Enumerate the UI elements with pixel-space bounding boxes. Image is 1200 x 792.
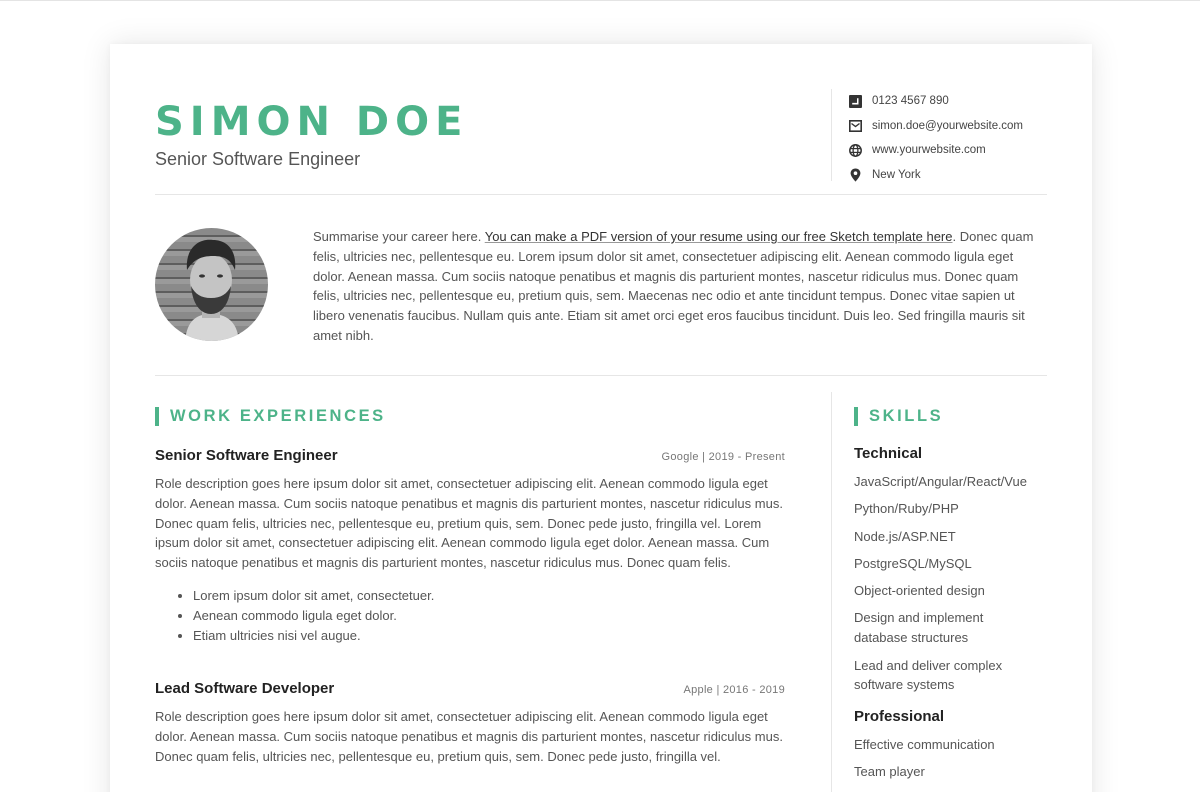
skill-item: Node.js/ASP.NET <box>854 528 956 544</box>
phone-text: 0123 4567 890 <box>872 95 949 108</box>
contact-phone <box>848 89 1047 114</box>
job-company-dates: Apple | 2016 - 2019 <box>683 684 785 696</box>
job-bullets <box>193 586 785 646</box>
heading-accent-bar <box>155 407 159 426</box>
skill-item: Python/Ruby/PHP <box>854 501 959 517</box>
skills-section-heading <box>854 406 1047 426</box>
summary-text <box>313 227 1047 346</box>
skill-group-professional: Professional <box>854 708 945 726</box>
skill-item: Design and implement database structures <box>854 610 984 646</box>
job-description: Role description goes here ipsum dolor sit amet, consectetuer adipiscing elit. Aenean commodo ligula eget dolor. Aenean massa. Cum sociis natoque penatibus et magnis dis parturient montes, nascetur ridiculus mus. Donec quam felis, ultricies nec, pellentesque eu, pretium quis, sem. Donec pede justo, fringilla vel. Lorem ipsum dolor sit amet, consectetuer adipiscing elit. Aenean commodo ligula eget dolor. Aenean massa. Cum sociis natoque penatibus et magnis dis parturient montes, nascetur ridiculus mus. Donec quam felis. <box>155 476 783 571</box>
resume-page <box>110 44 1092 792</box>
globe-icon <box>848 143 862 157</box>
skill-item: Lead and deliver complex software systems <box>854 657 1003 693</box>
skill-item: Effective communication <box>854 737 995 753</box>
job-entry <box>155 447 785 646</box>
job-header <box>155 447 785 467</box>
skills-section <box>831 392 1047 792</box>
person-name: SIMON DOE <box>155 99 469 145</box>
location-text: New York <box>872 168 921 181</box>
skill-item: Object-oriented design <box>854 583 985 599</box>
summary-body: . Donec quam felis, ultricies nec, pellentesque eu. Lorem ipsum dolor sit amet, consectetuer adipiscing elit. Aenean commodo ligula eget dolor. Aenean massa. Cum sociis natoque penatibus et magnis dis parturient montes, nascetur ridiculus mus. Donec quam felis, ultricies nec, pellentesque eu, pretium quis, sem. Maecenas nec odio et ante tincidunt tempus. Donec vitae sapien ut libero venenatis faucibus. Nullam quis ante. Etiam sit amet orci eget eros faucibus tincidunt. Duis leo. Sed fringilla mauris sit amet nibh. <box>313 229 1034 343</box>
skill-item: JavaScript/Angular/React/Vue <box>854 474 1027 489</box>
job-title: Lead Software Developer <box>155 680 335 697</box>
contact-list <box>831 89 1047 181</box>
email-link[interactable]: simon.doe@yourwebsite.com <box>872 119 1024 132</box>
location-pin-icon <box>848 168 862 182</box>
skill-item: Team player <box>854 764 925 780</box>
job-title: Senior Software Engineer <box>155 447 338 464</box>
job-entry <box>155 680 785 766</box>
skill-item: PostgreSQL/MySQL <box>854 555 972 571</box>
summary-section <box>155 195 1047 376</box>
contact-location <box>848 163 1047 188</box>
summary-intro: Summarise your career here. <box>313 229 485 244</box>
email-icon <box>848 119 862 133</box>
contact-website <box>848 138 1047 163</box>
job-bullet: • Lorem ipsum dolor sit amet, consectetuer. <box>193 586 785 606</box>
sketch-template-link[interactable]: You can make a PDF version of your resume using our free Sketch template here <box>484 229 953 244</box>
heading-accent-bar <box>854 407 858 426</box>
job-bullet: • Etiam ultricies nisi vel augue. <box>193 626 785 646</box>
job-company-dates: Google | 2019 - Present <box>661 451 785 463</box>
person-title: Senior Software Engineer <box>155 149 361 169</box>
phone-icon <box>848 94 862 108</box>
top-divider <box>0 0 1200 1</box>
contact-email <box>848 114 1047 139</box>
skill-group-technical: Technical <box>854 445 923 462</box>
work-section-heading <box>155 406 386 426</box>
job-description: Role description goes here ipsum dolor sit amet, consectetuer adipiscing elit. Aenean commodo ligula eget dolor. Aenean massa. Cum sociis natoque penatibus et magnis dis parturient montes, nascetur ridiculus mus. Donec quam felis, ultricies nec, pellentesque eu, pretium quis, sem. Donec pede justo, fringilla vel. <box>155 709 783 764</box>
work-section-title: WORK EXPERIENCES <box>170 406 386 425</box>
website-link[interactable]: www.yourwebsite.com <box>872 144 986 157</box>
job-header <box>155 680 785 700</box>
job-bullet: • Aenean commodo ligula eget dolor. <box>193 606 785 626</box>
resume-header <box>155 44 1047 195</box>
skills-section-title: SKILLS <box>869 406 944 425</box>
avatar <box>155 228 268 341</box>
